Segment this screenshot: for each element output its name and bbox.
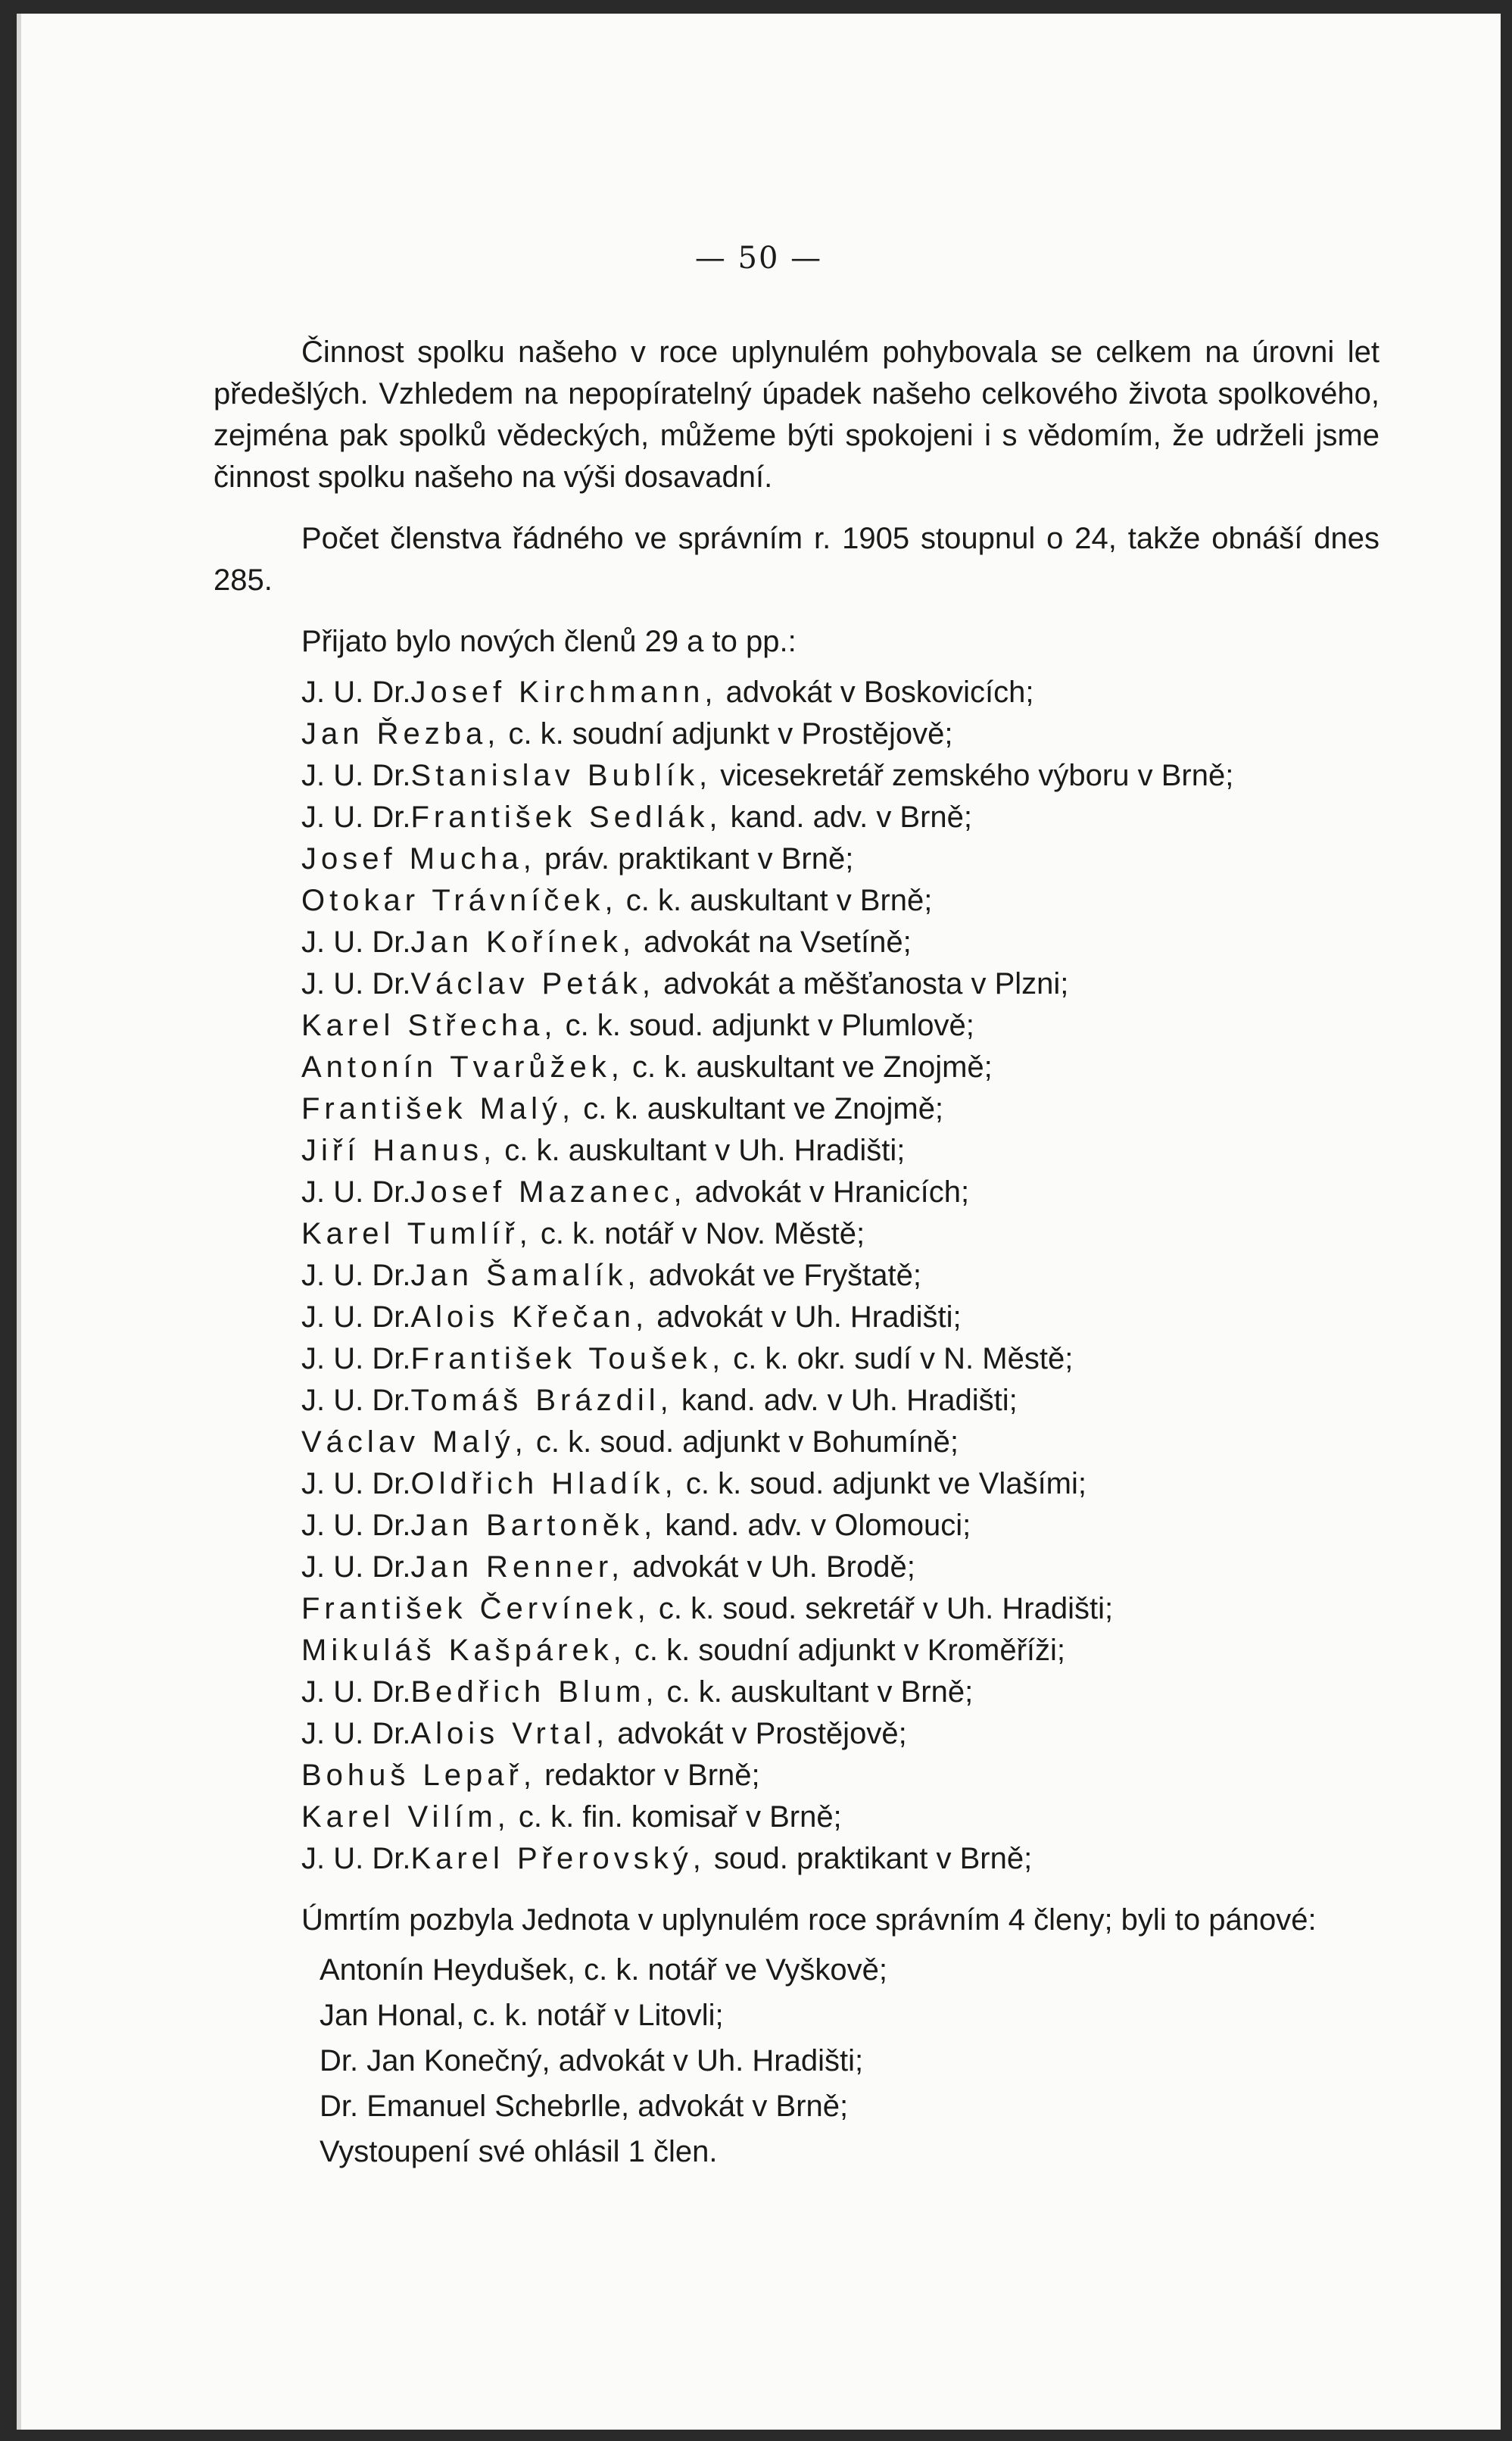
member-name: Karel Střecha, bbox=[301, 1009, 557, 1042]
member-detail: redaktor v Brně; bbox=[535, 1759, 760, 1792]
deceased-entry: Antonín Heydušek, c. k. notář ve Vyškově; bbox=[320, 1953, 887, 1987]
member-entry bbox=[214, 755, 1380, 797]
member-name: Jan Řezba, bbox=[301, 717, 500, 751]
member-name: Václav Malý, bbox=[301, 1425, 528, 1459]
member-name: Václav Peták, bbox=[410, 967, 656, 1000]
member-entry bbox=[214, 1213, 1380, 1255]
member-name: Antonín Tvarůžek, bbox=[301, 1050, 624, 1084]
member-name: Bohuš Lepař, bbox=[301, 1759, 536, 1792]
member-title: J. U. Dr. bbox=[301, 1675, 411, 1709]
member-entry bbox=[214, 1588, 1380, 1630]
member-detail: advokát v Uh. Hradišti; bbox=[648, 1300, 962, 1334]
member-name: Tomáš Brázdil, bbox=[410, 1384, 673, 1417]
member-detail: kand. adv. v Uh. Hradišti; bbox=[672, 1384, 1018, 1417]
member-name: Jan Bartoněk, bbox=[410, 1509, 657, 1542]
member-name: Josef Mazanec, bbox=[410, 1175, 687, 1209]
member-detail: advokát v Uh. Brodě; bbox=[624, 1550, 915, 1584]
member-name: Jan Kořínek, bbox=[410, 926, 636, 959]
member-entry bbox=[214, 1713, 1380, 1755]
member-name: Jiří Hanus, bbox=[301, 1134, 497, 1167]
member-name: Bedřich Blum, bbox=[410, 1675, 659, 1709]
paragraph-deaths: Úmrtím pozbyla Jednota v uplynulém roce správním 4 členy; byli to pánové: bbox=[301, 1903, 1317, 1937]
member-name: Karel Vilím, bbox=[301, 1800, 510, 1834]
paragraph-new-members: Přijato bylo nových členů 29 a to pp.: bbox=[301, 625, 797, 658]
member-name: František Malý, bbox=[301, 1092, 575, 1125]
member-entry bbox=[214, 1380, 1380, 1422]
book-page bbox=[17, 14, 1501, 2430]
member-title: J. U. Dr. bbox=[301, 1509, 411, 1542]
closing-line: Vystoupení své ohlásil 1 člen. bbox=[320, 2135, 718, 2168]
deceased-entry: Dr. Jan Konečný, advokát v Uh. Hradišti; bbox=[320, 2044, 864, 2077]
member-name: Jan Šamalík, bbox=[410, 1259, 641, 1292]
member-name: Stanislav Bublík, bbox=[410, 759, 712, 792]
member-name: Alois Křečan, bbox=[410, 1300, 649, 1334]
member-name: Josef Mucha, bbox=[301, 842, 536, 876]
member-title: J. U. Dr. bbox=[301, 676, 411, 709]
member-detail: advokát a měšťanosta v Plzni; bbox=[655, 967, 1069, 1000]
member-detail: advokát v Prostějově; bbox=[609, 1717, 907, 1750]
member-title: J. U. Dr. bbox=[301, 1259, 411, 1292]
member-entry bbox=[214, 1005, 1380, 1047]
member-title: J. U. Dr. bbox=[301, 926, 411, 959]
member-entry bbox=[214, 1047, 1380, 1088]
member-entry bbox=[214, 1755, 1380, 1796]
member-detail: kand. adv. v Brně; bbox=[722, 801, 973, 834]
member-detail: c. k. soud. sekretář v Uh. Hradišti; bbox=[650, 1592, 1114, 1625]
member-detail: kand. adv. v Olomouci; bbox=[656, 1509, 971, 1542]
member-entry bbox=[214, 1838, 1380, 1880]
paragraph-membership: Počet členstva řádného ve správním r. 1905 stoupnul o 24, takže obnáší dnes 285. bbox=[214, 522, 1380, 597]
member-entry bbox=[214, 797, 1380, 838]
member-title: J. U. Dr. bbox=[301, 967, 411, 1000]
deceased-members-list bbox=[214, 1947, 1380, 2129]
member-entry bbox=[214, 1547, 1380, 1588]
member-title: J. U. Dr. bbox=[301, 1384, 411, 1417]
page-edge-left bbox=[17, 14, 21, 2430]
member-entry bbox=[214, 1172, 1380, 1213]
member-entry bbox=[214, 1255, 1380, 1297]
member-detail: advokát v Boskovicích; bbox=[717, 676, 1034, 709]
member-entry bbox=[214, 1505, 1380, 1547]
member-detail: advokát v Hranicích; bbox=[686, 1175, 970, 1209]
member-entry bbox=[214, 1088, 1380, 1130]
member-detail: c. k. soud. adjunkt v Bohumíně; bbox=[527, 1425, 959, 1459]
member-name: Karel Tumlíř, bbox=[301, 1217, 532, 1250]
member-entry bbox=[214, 1422, 1380, 1463]
member-entry bbox=[214, 1630, 1380, 1672]
member-detail: c. k. auskultant ve Znojmě; bbox=[575, 1092, 944, 1125]
member-detail: c. k. soud. adjunkt v Plumlově; bbox=[556, 1009, 974, 1042]
member-detail: c. k. okr. sudí v N. Městě; bbox=[725, 1342, 1074, 1375]
member-name: Mikuláš Kašpárek, bbox=[301, 1634, 626, 1667]
member-entry bbox=[214, 880, 1380, 922]
member-title: J. U. Dr. bbox=[301, 1467, 411, 1500]
paragraph-activity: Činnost spolku našeho v roce uplynulém pohybovala se celkem na úrovni let předešlých. Vzhledem na nepopíratelný úpadek našeho celkového života spolkového, zejména pak spolků vědeckých, můžeme býti spokojeni i s vědomím, že udrželi jsme činnost spolku našeho na výši dosavadní. bbox=[214, 336, 1380, 494]
member-entry bbox=[214, 1796, 1380, 1838]
member-detail: c. k. soud. adjunkt ve Vlašími; bbox=[677, 1467, 1086, 1500]
member-detail: c. k. fin. komisař v Brně; bbox=[510, 1800, 842, 1834]
member-detail: c. k. auskultant v Brně; bbox=[658, 1675, 974, 1709]
member-title: J. U. Dr. bbox=[301, 1175, 411, 1209]
page-number: — 50 — bbox=[694, 241, 823, 276]
member-title: J. U. Dr. bbox=[301, 801, 411, 834]
deceased-entry: Jan Honal, c. k. notář v Litovli; bbox=[320, 1999, 724, 2032]
member-detail: c. k. notář v Nov. Městě; bbox=[532, 1217, 865, 1250]
member-title: J. U. Dr. bbox=[301, 1342, 411, 1375]
member-detail: advokát ve Fryštatě; bbox=[640, 1259, 921, 1292]
member-name: Josef Kirchmann, bbox=[410, 676, 718, 709]
member-entry bbox=[214, 713, 1380, 755]
member-entry bbox=[214, 1672, 1380, 1713]
member-name: Oldřich Hladík, bbox=[410, 1467, 678, 1500]
member-name: František Sedlák, bbox=[410, 801, 722, 834]
page-body bbox=[214, 332, 1380, 2174]
member-entry bbox=[214, 1463, 1380, 1505]
member-detail: soud. praktikant v Brně; bbox=[705, 1842, 1033, 1875]
member-detail: c. k. soudní adjunkt v Prostějově; bbox=[500, 717, 953, 751]
member-detail: c. k. auskultant v Brně; bbox=[617, 884, 933, 917]
new-members-list bbox=[214, 672, 1380, 1880]
member-title: J. U. Dr. bbox=[301, 1550, 411, 1584]
member-name: Otokar Trávníček, bbox=[301, 884, 618, 917]
member-title: J. U. Dr. bbox=[301, 1300, 411, 1334]
member-entry bbox=[214, 963, 1380, 1005]
member-detail: c. k. auskultant v Uh. Hradišti; bbox=[496, 1134, 906, 1167]
member-title: J. U. Dr. bbox=[301, 759, 411, 792]
member-detail: advokát na Vsetíně; bbox=[635, 926, 912, 959]
member-detail: vicesekretář zemského výboru v Brně; bbox=[712, 759, 1234, 792]
member-name: František Červínek, bbox=[301, 1592, 650, 1625]
member-detail: c. k. soudní adjunkt v Kroměříži; bbox=[625, 1634, 1066, 1667]
member-detail: c. k. auskultant ve Znojmě; bbox=[623, 1050, 993, 1084]
member-entry bbox=[214, 672, 1380, 713]
member-name: Alois Vrtal, bbox=[410, 1717, 609, 1750]
member-name: Karel Přerovský, bbox=[410, 1842, 706, 1875]
member-title: J. U. Dr. bbox=[301, 1717, 411, 1750]
member-entry bbox=[214, 1338, 1380, 1380]
member-entry bbox=[214, 922, 1380, 963]
member-entry bbox=[214, 1297, 1380, 1338]
deceased-entry: Dr. Emanuel Schebrlle, advokát v Brně; bbox=[320, 2090, 849, 2123]
member-name: Jan Renner, bbox=[410, 1550, 625, 1584]
member-name: František Toušek, bbox=[410, 1342, 725, 1375]
member-entry bbox=[214, 838, 1380, 880]
member-title: J. U. Dr. bbox=[301, 1842, 411, 1875]
member-detail: práv. praktikant v Brně; bbox=[535, 842, 854, 876]
member-entry bbox=[214, 1130, 1380, 1172]
